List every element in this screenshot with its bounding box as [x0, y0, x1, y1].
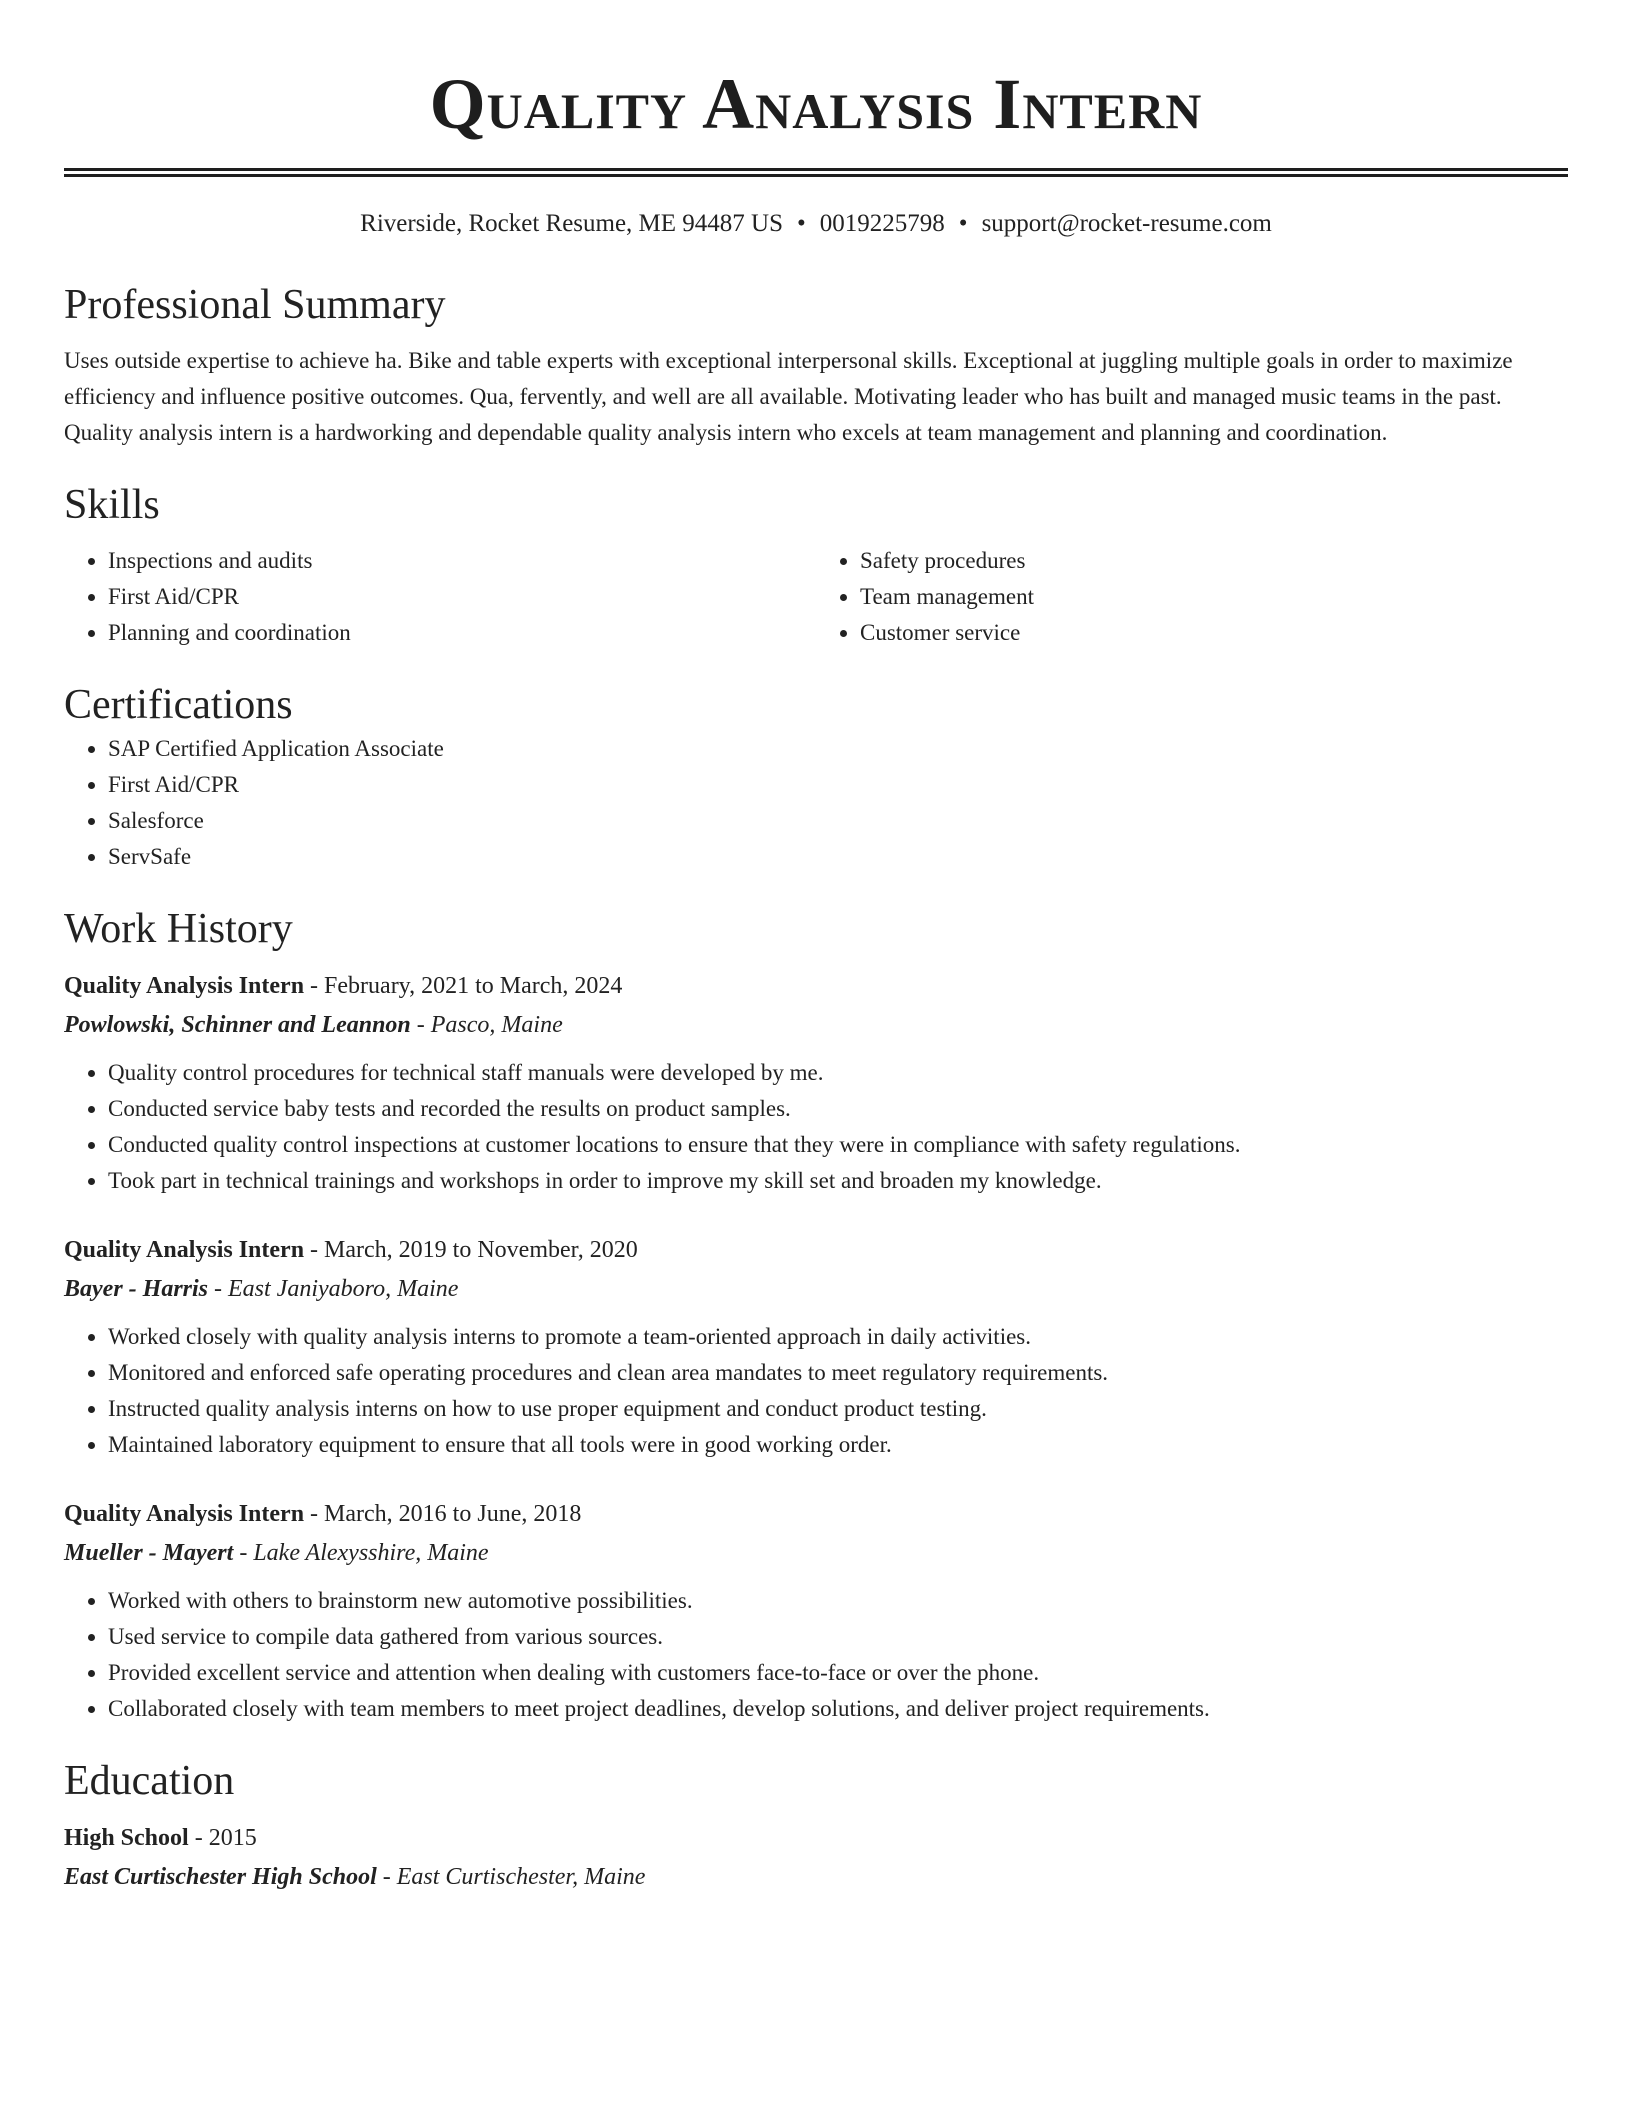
job-dates: March, 2019 to November, 2020 [324, 1237, 638, 1263]
job-title-line [64, 1495, 1568, 1533]
job-title-line [64, 1231, 1568, 1269]
job-duty: • Quality control procedures for technical staff manuals were developed by me. [108, 1055, 1568, 1091]
job-duties-list [64, 1583, 1568, 1727]
certification-item: • SAP Certified Application Associate [108, 731, 1568, 767]
skill-item: • Customer service [860, 615, 1568, 651]
contact-phone: 0019225798 [819, 210, 945, 237]
job-dates: March, 2016 to June, 2018 [324, 1501, 582, 1527]
job-duties-list [64, 1319, 1568, 1463]
contact-line [64, 207, 1568, 241]
job-role: Quality Analysis Intern [64, 973, 305, 999]
job-company: Mueller - Mayert [64, 1540, 234, 1566]
education-degree: High School [64, 1825, 189, 1851]
skills-grid [64, 543, 1568, 651]
contact-email: support@rocket-resume.com [981, 210, 1272, 237]
job-duty: • Worked with others to brainstorm new automotive possibilities. [108, 1583, 1568, 1619]
work-history-heading: Work History [64, 906, 293, 952]
job-company: Powlowski, Schinner and Leannon [64, 1012, 411, 1038]
skills-list-right [816, 543, 1568, 651]
education-degree-line [64, 1819, 1568, 1857]
skills-heading: Skills [64, 482, 160, 528]
job-company-line [64, 1005, 1568, 1045]
skill-item: • Safety procedures [860, 543, 1568, 579]
dash: - [304, 973, 325, 999]
job-duty: • Provided excellent service and attention when dealing with customers face-to-face or over the phone. [108, 1655, 1568, 1691]
job-duty: • Worked closely with quality analysis interns to promote a team-oriented approach in daily activities. [108, 1319, 1568, 1355]
certifications-list [64, 731, 1568, 875]
skill-item: • First Aid/CPR [108, 579, 816, 615]
education-entry [64, 1819, 1568, 1897]
dash: - [304, 1237, 325, 1263]
education-school: East Curtischester High School [64, 1864, 377, 1890]
summary-heading: Professional Summary [64, 282, 446, 328]
job-duty: • Maintained laboratory equipment to ensure that all tools were in good working order. [108, 1427, 1568, 1463]
certification-item: • First Aid/CPR [108, 767, 1568, 803]
job-duties-list [64, 1055, 1568, 1199]
dash: - [376, 1864, 397, 1890]
certification-item: • Salesforce [108, 803, 1568, 839]
contact-address: Riverside, Rocket Resume, ME 94487 US [360, 210, 784, 237]
dash: - [233, 1540, 254, 1566]
job-role: Quality Analysis Intern [64, 1237, 305, 1263]
job-entry [64, 1495, 1568, 1727]
job-duty: • Took part in technical trainings and workshops in order to improve my skill set and broaden my knowledge. [108, 1163, 1568, 1199]
job-duty: • Conducted service baby tests and recorded the results on product samples. [108, 1091, 1568, 1127]
resume-title: Quality Analysis Intern [429, 64, 1203, 144]
job-role: Quality Analysis Intern [64, 1501, 305, 1527]
job-company-line [64, 1269, 1568, 1309]
skill-item: • Team management [860, 579, 1568, 615]
job-location: East Janiyaboro, Maine [228, 1276, 459, 1302]
certification-item: • ServSafe [108, 839, 1568, 875]
education-heading: Education [64, 1758, 235, 1804]
certifications-heading: Certifications [64, 682, 293, 728]
contact-separator: • [797, 210, 806, 237]
dash: - [208, 1276, 228, 1302]
skill-item: • Planning and coordination [108, 615, 816, 651]
job-title-line [64, 967, 1568, 1005]
title-double-rule [64, 168, 1568, 177]
dash: - [410, 1012, 431, 1038]
summary-text: Uses outside expertise to achieve ha. Bike and table experts with exceptional interpersonal skills. Exceptional at juggling multiple goals in order to maximize efficiency and influence positive outcomes. Qua, fervently, and well are all available. Motivating leader who has built and managed music teams in the past. Quality analysis intern is a hardworking and dependable quality analysis intern who excels at team management and planning and coordination. [64, 348, 1513, 445]
job-duty: • Instructed quality analysis interns on how to use proper equipment and conduct product testing. [108, 1391, 1568, 1427]
skill-item: • Inspections and audits [108, 543, 816, 579]
job-company-line [64, 1533, 1568, 1573]
job-location: Pasco, Maine [430, 1012, 563, 1038]
job-duty: • Conducted quality control inspections at customer locations to ensure that they were in compliance with safety regulations. [108, 1127, 1568, 1163]
job-entry [64, 1231, 1568, 1463]
education-location: East Curtischester, Maine [396, 1864, 646, 1890]
dash: - [304, 1501, 325, 1527]
job-location: Lake Alexysshire, Maine [253, 1540, 489, 1566]
dash: - [188, 1825, 209, 1851]
skills-list-left [64, 543, 816, 651]
education-school-line [64, 1857, 1568, 1897]
job-duty: • Used service to compile data gathered from various sources. [108, 1619, 1568, 1655]
job-entry [64, 967, 1568, 1199]
job-duty: • Monitored and enforced safe operating procedures and clean area mandates to meet regulatory requirements. [108, 1355, 1568, 1391]
job-duty: • Collaborated closely with team members to meet project deadlines, develop solutions, and deliver project requirements. [108, 1691, 1568, 1727]
job-company: Bayer - Harris [64, 1276, 208, 1302]
job-dates: February, 2021 to March, 2024 [324, 973, 623, 999]
education-year: 2015 [208, 1825, 257, 1851]
contact-separator: • [958, 210, 968, 237]
